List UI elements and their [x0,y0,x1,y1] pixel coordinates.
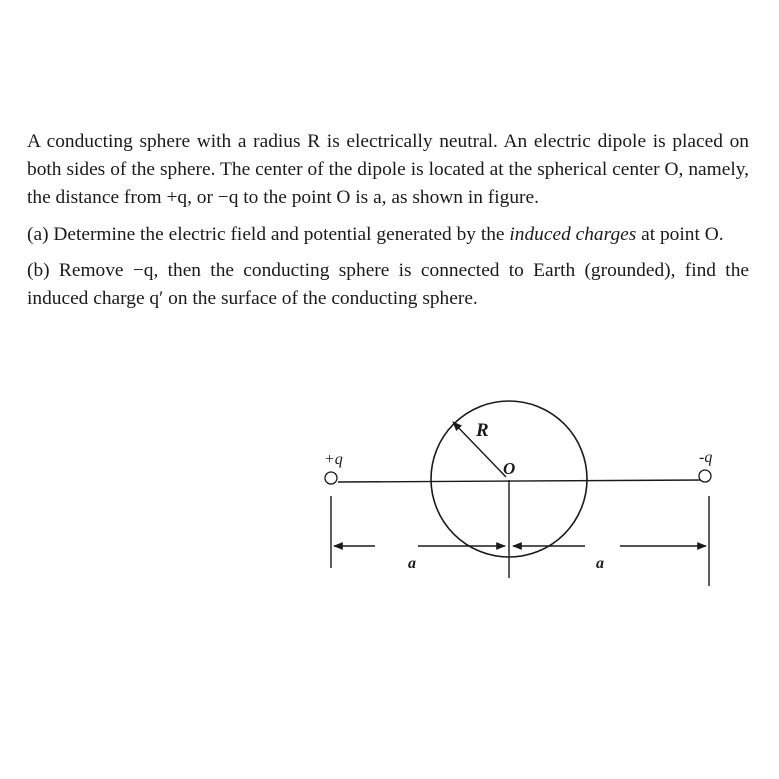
plus-charge [325,472,337,484]
dipole-sphere-figure [300,400,740,600]
problem-intro: A conducting sphere with a radius R is electrically neutral. An electric dipole is placed on both sides of the sphere. The center of the dipole is located at the spherical center O, namely, the distance from +q, or −q to the point O is a, as shown in figure. [27,131,749,209]
part-a-suffix: at point O. [636,223,724,245]
part-a-emphasis: induced charges [509,223,637,245]
left-distance-label: a [408,555,416,572]
center-label: O [503,459,516,478]
right-distance-label: a [596,555,604,572]
dipole-axis-line [338,480,704,482]
part-b: (b) Remove −q, then the conducting sphere is connected to Earth (grounded), find the induced charge q′ on the surface of the conducting sphere. [27,259,749,310]
minus-charge-label: -q [699,449,713,466]
plus-charge-label: +q [324,451,343,468]
problem-statement [27,128,749,313]
figure-canvas [300,400,740,600]
minus-charge [699,470,711,482]
part-a-prefix: (a) Determine the electric field and potential generated by the [27,223,510,245]
radius-label: R [476,420,489,441]
part-a [27,221,749,249]
